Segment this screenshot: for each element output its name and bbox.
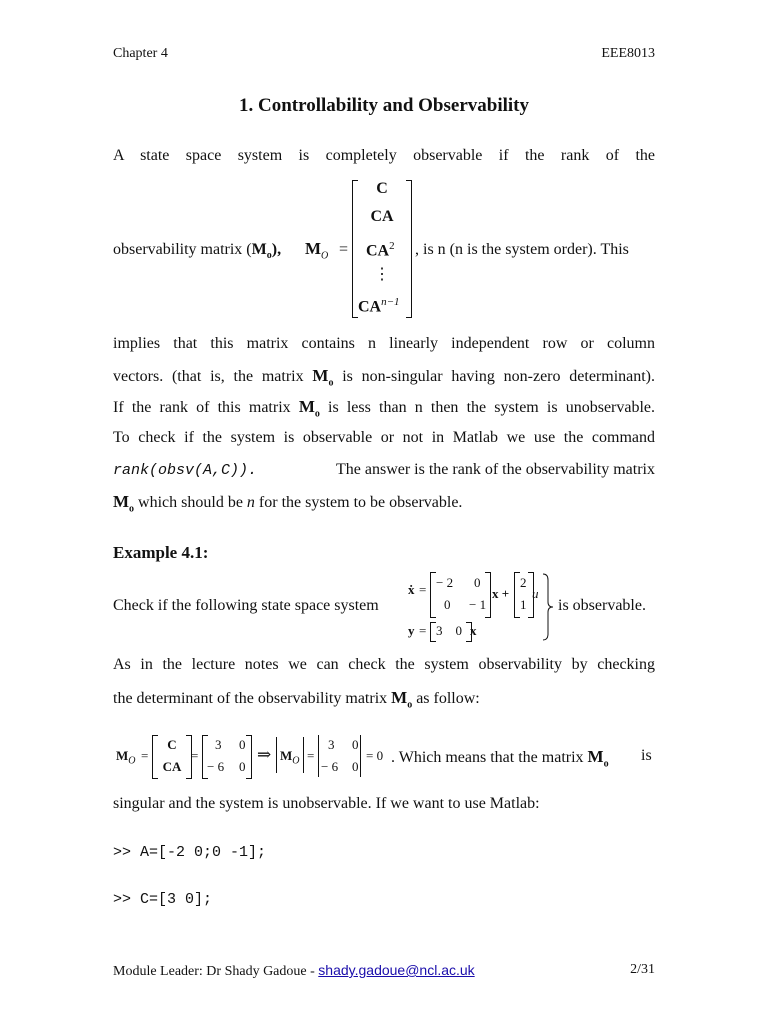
cca-c: C <box>167 737 177 752</box>
para2-line2: vectors. (that is, the matrix $M_o$ is non-singular having non-zero determinant). <box>113 366 656 389</box>
para1-line2: observability matrix $(M_o)$, <box>113 241 282 262</box>
chapter-label: Chapter 4 <box>113 46 168 61</box>
m12: 0 <box>239 737 246 752</box>
implies-arrow: ⇒ <box>257 745 272 764</box>
para1-after-matrix: , is n (n is the system order). This <box>415 241 629 258</box>
mo-bracket-right <box>406 180 412 318</box>
example-text-after: is observable. <box>558 597 646 614</box>
mo-row-c: C <box>376 180 388 197</box>
para2-line1: implies that this matrix contains n linearly independent row or column <box>113 335 655 352</box>
m21: − 6 <box>207 759 225 774</box>
example-heading: Example 4.1: <box>113 543 209 562</box>
det-mo: $M_O$ <box>280 748 300 767</box>
mo-row-can: $CA^{n-1}$ <box>358 296 400 316</box>
a11: − 2 <box>436 575 454 590</box>
para1-line1: A state space system is completely observable if the rank of the <box>113 147 655 164</box>
mo-row-dots: ⋮ <box>374 266 390 283</box>
det2-bar-right <box>360 735 361 777</box>
para2-line3: If the rank of this matrix $M_o$ is less than n then the system is unobservable. <box>113 397 656 420</box>
page-number: 2/31 <box>630 962 655 977</box>
footer-email-link[interactable]: shady.gadoue@ncl.ac.uk <box>318 962 475 978</box>
m-bracket-right <box>246 735 252 779</box>
footer-module-leader: Module Leader: Dr Shady Gadoue - shady.gadoue@ncl.ac.uk <box>113 962 475 979</box>
mo-eq-label: $M_O$ <box>116 748 136 767</box>
b1: 2 <box>520 575 527 590</box>
y-equals: = <box>419 623 427 638</box>
y-symbol: y <box>408 623 415 638</box>
matlab-command: rank(obsv(A,C)). <box>113 462 258 479</box>
x-plus: x + <box>492 586 510 601</box>
x-symbol: x <box>470 623 477 638</box>
b2: 1 <box>520 597 527 612</box>
cca-ca: CA <box>162 759 182 774</box>
section-title: 1. Controllability and Observability <box>239 95 529 116</box>
mo-row-ca: CA <box>370 208 394 225</box>
eq2-is: is <box>641 747 652 764</box>
mo-row-ca2: $CA^2$ <box>366 240 395 260</box>
mo-label: $M_O$ <box>305 239 329 262</box>
system-brace <box>541 572 555 642</box>
d11: 3 <box>328 737 335 752</box>
mo-equals: = <box>339 241 349 258</box>
u-symbol: u <box>532 586 539 601</box>
para4: singular and the system is unobservable. If we want to use Matlab: <box>113 795 540 812</box>
a21: 0 <box>444 597 451 612</box>
d22: 0 <box>352 759 359 774</box>
para2-line5: rank(obsv(A,C)). The answer is the rank of the observability matrix <box>113 461 655 479</box>
mo-eq-equals: = <box>141 748 149 763</box>
para2-line4: To check if the system is observable or not in Matlab we use the command <box>113 429 655 446</box>
d21: − 6 <box>321 759 339 774</box>
det-zero: = 0 <box>366 748 384 763</box>
eq2-text: . Which means that the matrix $M_o$ <box>391 747 609 770</box>
m11: 3 <box>215 737 222 752</box>
d12: 0 <box>352 737 359 752</box>
xdot-symbol: ẋ <box>408 582 415 597</box>
example-text-before: Check if the following state space system <box>113 597 379 614</box>
det2-bar-left <box>318 735 319 777</box>
m22: 0 <box>239 759 246 774</box>
a12: 0 <box>474 575 481 590</box>
code-line-1: >> A=[-2 0;0 -1]; <box>113 844 267 861</box>
c-row: 3 0 <box>436 623 462 638</box>
para3-line1: As in the lecture notes we can check the system observability by checking <box>113 656 655 673</box>
code-line-2: >> C=[3 0]; <box>113 891 213 908</box>
a22: − 1 <box>469 597 487 612</box>
det-bar-right <box>303 737 304 773</box>
course-code: EEE8013 <box>601 46 655 61</box>
det-equals: = <box>307 748 315 763</box>
eq-equals-2: = <box>191 748 199 763</box>
det-bar-left <box>276 737 277 773</box>
para2-line6: $M_o$ which should be n for the system to be observable. <box>113 492 463 515</box>
xdot-equals: = <box>419 582 427 597</box>
para3-line2: the determinant of the observability matrix $M_o$ as follow: <box>113 688 480 711</box>
